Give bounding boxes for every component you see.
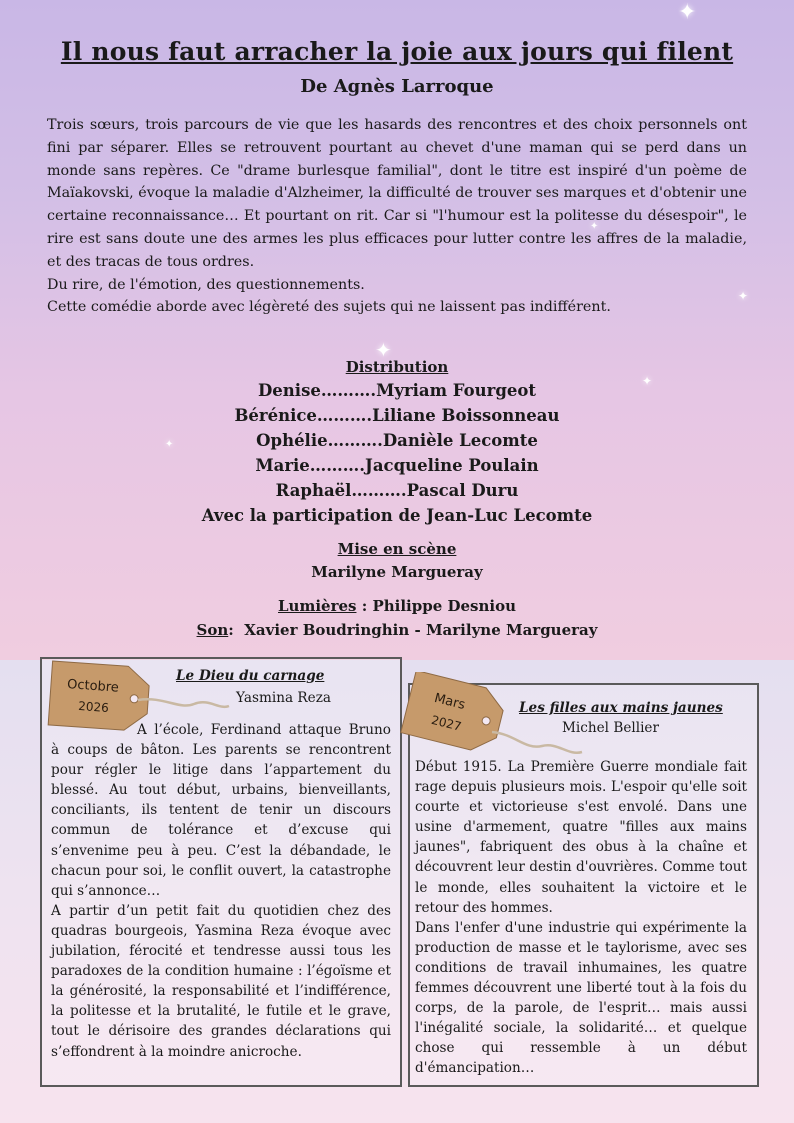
participation-line: Avec la participation de Jean-Luc Lecomte	[201, 506, 593, 525]
lumieres-line	[0, 594, 794, 618]
sparkle-icon: ✦	[642, 374, 653, 388]
credits	[0, 356, 794, 642]
mise-en-scene-name: Marilyne Margueray	[311, 563, 483, 581]
page-title: Il nous faut arracher la joie aux jours qui filent	[60, 37, 734, 66]
date-tag	[400, 672, 590, 772]
tag-string-icon	[138, 699, 229, 707]
cast-line: Raphaël……….Pascal Duru	[275, 481, 519, 500]
son-line	[0, 618, 794, 642]
cast-line: Marie……….Jacqueline Poulain	[255, 456, 539, 475]
upcoming-play-author: Michel Bellier	[562, 720, 659, 736]
mise-en-scene-heading: Mise en scène	[337, 540, 457, 558]
description-paragraph: A l’école, Ferdinand attaque Bruno à coups de bâton. Les parents se rencontrent pour régler le litige dans l’appartement du blessé. Au tout début, urbains, bienveillants, conciliants, ils tentent de tenir un discours commun de tolérance et d’excuse qui s’envenime peu à peu. C’est la débandade, le chacun pour soi, le conflit ouvert, la catastrophe qui s’annonce…	[51, 722, 391, 899]
cast-line: Ophélie……….Danièle Lecomte	[256, 431, 538, 450]
tag-month: Octobre	[66, 677, 120, 696]
sparkle-icon: ✦	[375, 338, 392, 362]
cast-line: Bérénice……….Liliane Boissonneau	[234, 406, 560, 425]
sparkle-icon: ✦	[738, 289, 749, 303]
cast-line: Denise……….Myriam Fourgeot	[258, 381, 536, 400]
tag-year: 2027	[429, 712, 463, 734]
son-name: : Xavier Boudringhin - Marilyne Margueray	[228, 621, 598, 639]
sparkle-icon: ✦	[165, 439, 174, 450]
synopsis-paragraph: Du rire, de l'émotion, des questionnements.	[47, 276, 365, 293]
upcoming-play-description	[415, 757, 747, 1079]
sparkle-icon: ✦	[590, 221, 599, 232]
son-label: Son	[196, 621, 229, 639]
distribution-heading: Distribution	[345, 358, 449, 376]
synopsis-paragraph: Cette comédie aborde avec légèreté des sujets qui ne laissent pas indifférent.	[47, 299, 611, 316]
synopsis	[47, 114, 747, 319]
lumieres-name: : Philippe Desniou	[356, 597, 516, 615]
lumieres-label: Lumières	[278, 597, 357, 615]
tag-month: Mars	[432, 690, 467, 714]
description-paragraph: A partir d’un petit fait du quotidien chez des quadras bourgeois, Yasmina Reza évoque avec jubilation, férocité et tendresse aussi tous les paradoxes de la condition humaine : l’égoïsme et la générosité, la responsabilité et l’indifférence, la politesse et la brutalité, le futile et le grave, tout le dérisoire des grandes déclarations qui s’effondrent à la moindre anicroche.	[51, 902, 391, 1060]
tag-string-icon	[492, 732, 582, 753]
tag-year: 2026	[77, 698, 110, 716]
sparkle-icon: ✦	[678, 0, 697, 25]
upcoming-play-author: Yasmina Reza	[236, 690, 331, 706]
play-author: De Agnès Larroque	[300, 76, 494, 97]
description-paragraph: Dans l'enfer d'une industrie qui expérimente la production de masse et le taylorisme, avec ses conditions de travail inhumaines, les quatre femmes découvrent une liberté tout à la fois du corps, de la parole, de l'esprit… mais aussi l'inégalité sociale, la solidarité… et quelque chose qui ressemble à un début d'émancipation…	[415, 919, 747, 1077]
upcoming-play-title: Le Dieu du carnage	[176, 668, 325, 684]
synopsis-paragraph: Trois sœurs, trois parcours de vie que les hasards des rencontres et des choix personnels ont fini par séparer. Elles se retrouvent pourtant au chevet d'une maman qui se perd dans un monde sans repères. Ce "drame burlesque familial", dont le titre est inspiré d'un poème de Maïakovski, évoque la maladie d'Alzheimer, la difficulté de trouver ses marques et d'obtenir une certaine reconnaissance… Et pourtant on rit. Car si "l'humour est la politesse du désespoir", le rire est sans doute une des armes les plus efficaces pour lutter contre les affres de la maladie, et des tracas de tous ordres.	[47, 117, 747, 270]
upcoming-play-title: Les filles aux mains jaunes	[519, 700, 723, 716]
description-paragraph: Début 1915. La Première Guerre mondiale fait rage depuis plusieurs mois. L'espoir qu'elle soit courte et victorieuse s'est envolé. Dans une usine d'armement, quatre "filles aux mains jaunes", fabriquent des obus à la chaîne et découvrent leur destin d'ouvrières. Comme tout le monde, elles souhaitent la victoire et le retour des hommes.	[415, 759, 747, 916]
upcoming-play-description	[51, 720, 391, 1062]
date-tag	[44, 660, 234, 750]
